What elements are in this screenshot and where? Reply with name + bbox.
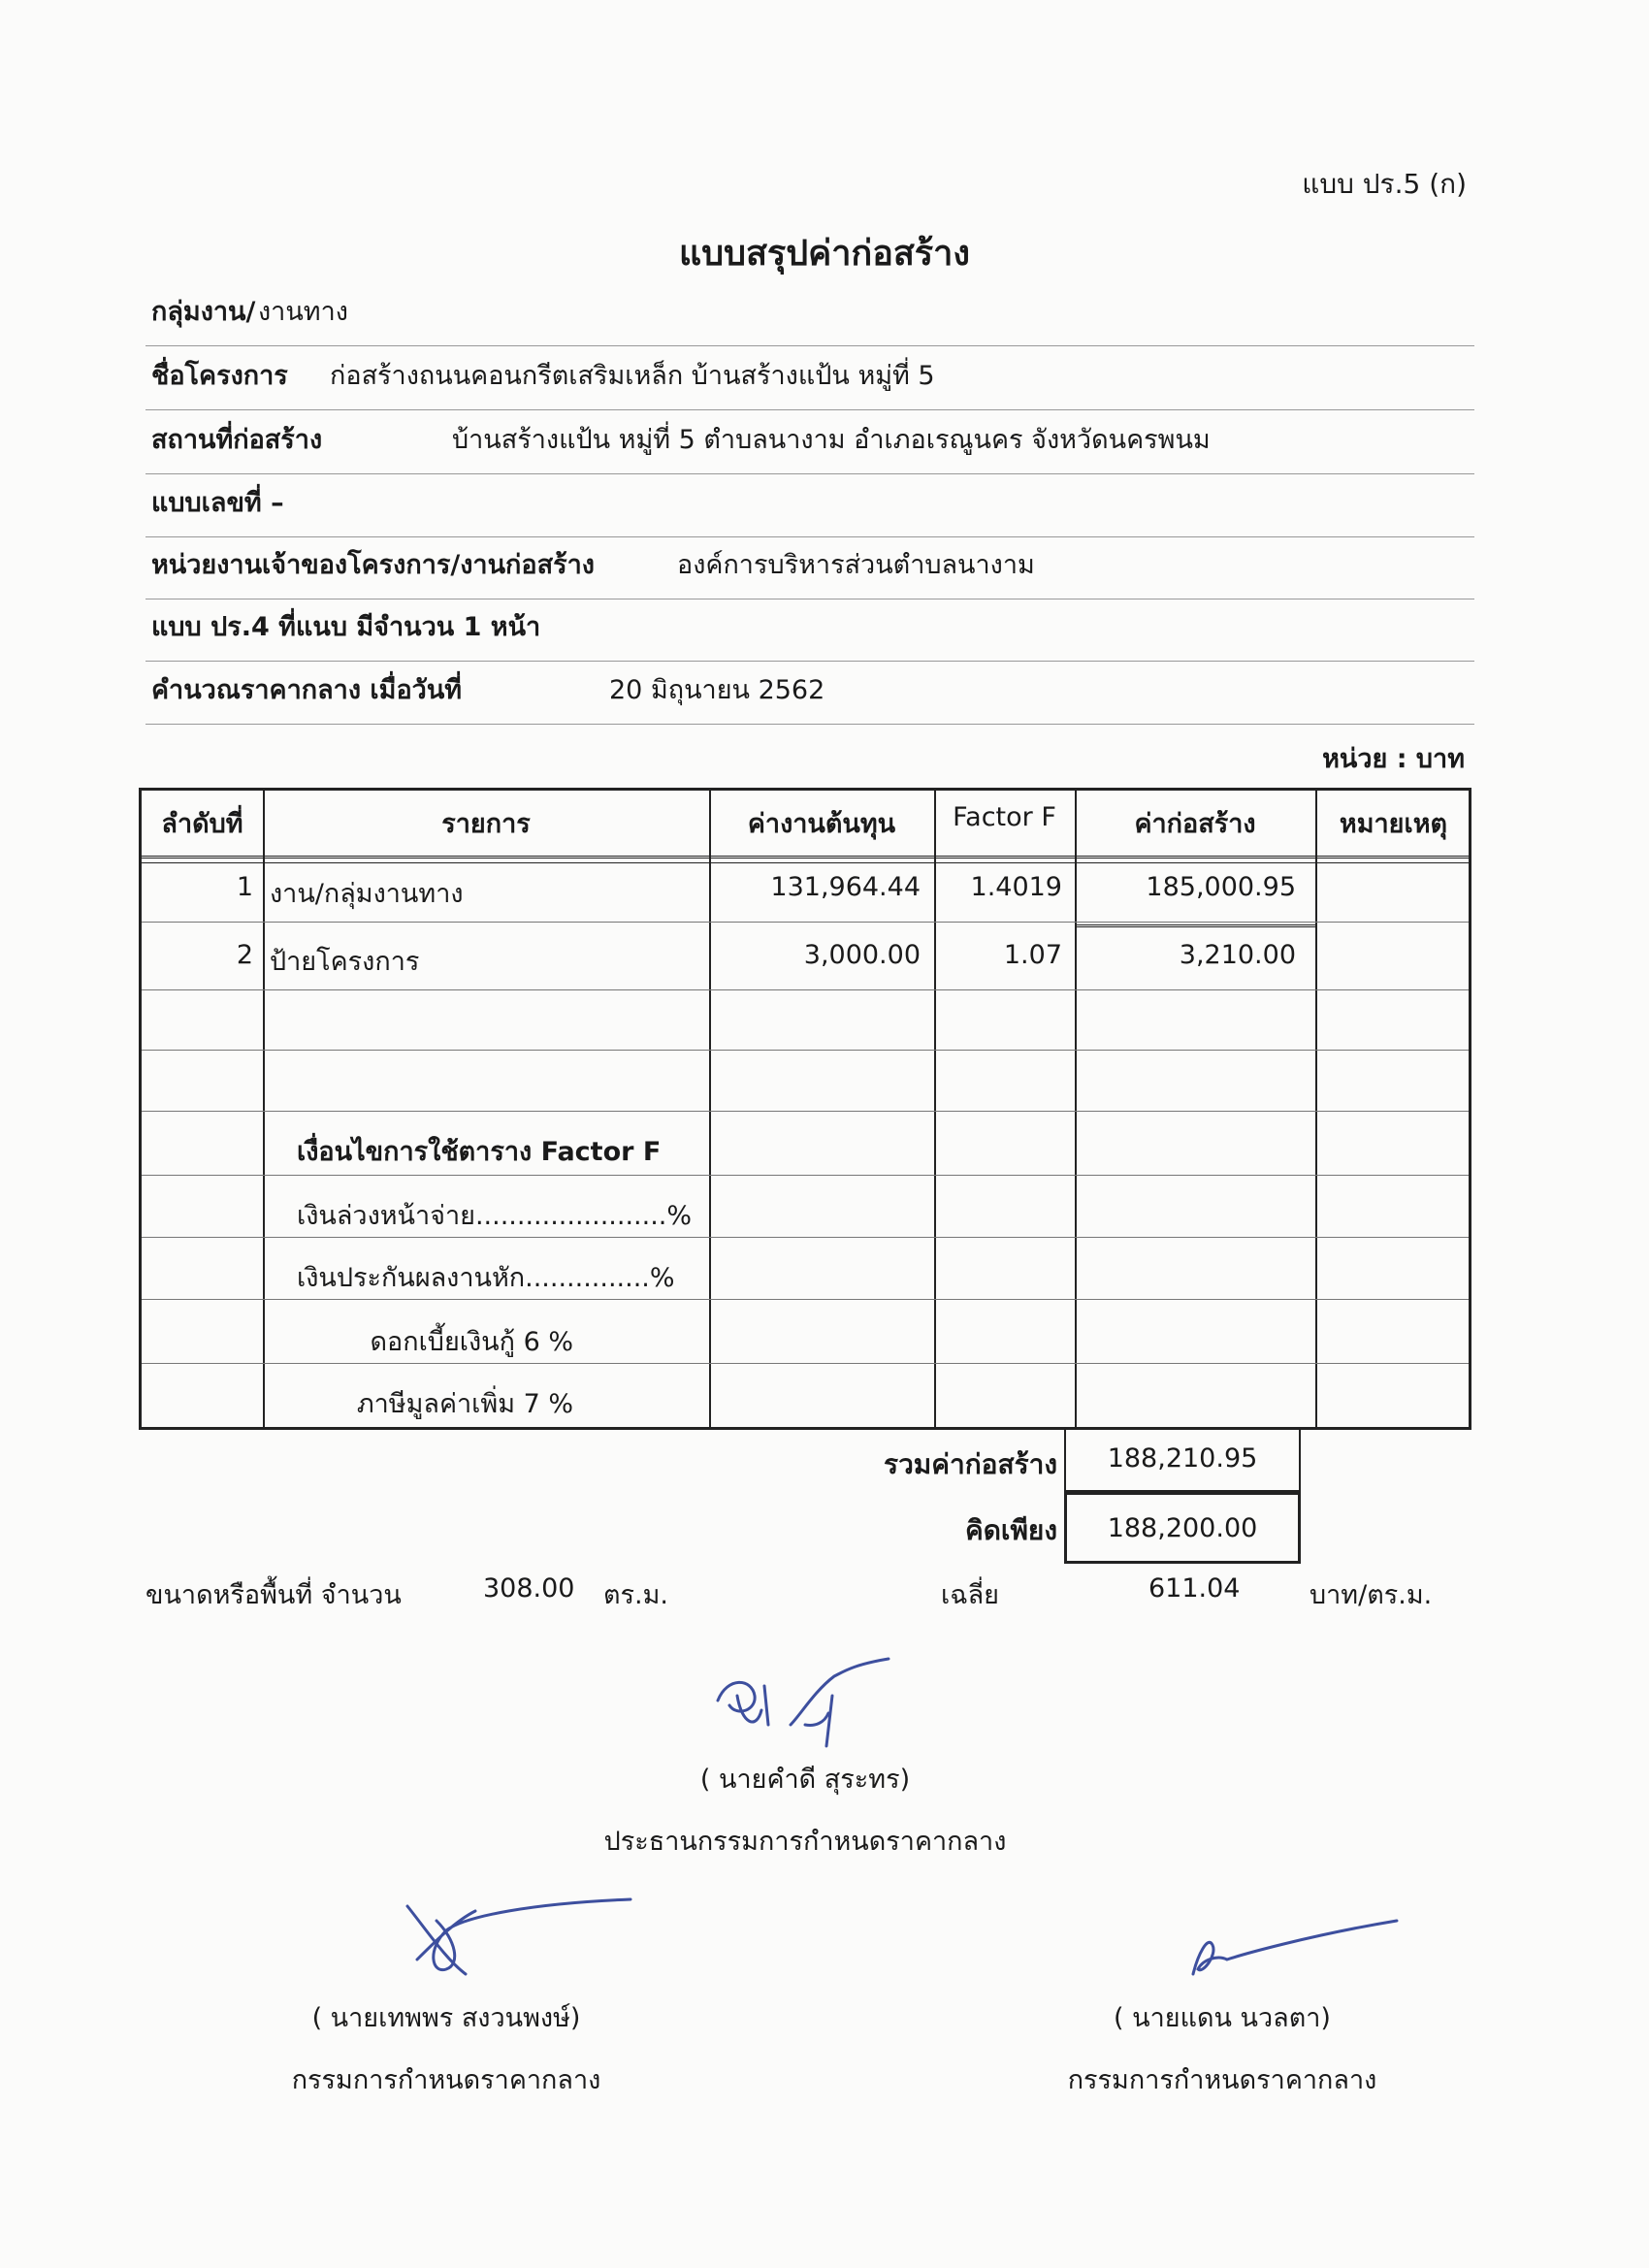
field-location [146,415,1474,474]
rounded-value: 188,200.00 [1064,1492,1301,1564]
field-work-group [146,287,1474,346]
conditions-title: เงื่อนไขการใช้ตาราง Factor F [297,1137,662,1167]
field-label: แบบ ปร.4 ที่แนบ มีจำนวน 1 หน้า [151,612,541,642]
member1-name: ( นายเทพพร สงวนพงษ์) [311,2003,581,2033]
condition-retention: เงินประกันผลงานหัก...............% [297,1263,675,1293]
row-number: 1 [236,872,253,902]
header-divider [142,856,1469,863]
row-factor: 1.07 [1003,940,1062,970]
row-divider [142,1299,1469,1300]
row-divider [142,1237,1469,1238]
header-construction: ค่าก่อสร้าง [1134,809,1256,839]
total-value: 188,210.95 [1064,1430,1301,1492]
field-plan-number [146,478,1474,537]
field-agency [146,540,1474,599]
area-unit: ตร.ม. [603,1580,668,1610]
row-cost: 131,964.44 [770,872,921,902]
header-remark: หมายเหตุ [1339,809,1448,839]
field-label: ชื่อโครงการ [151,361,288,391]
column-divider [1315,791,1317,1427]
chair-role: ประธานกรรมการกำหนดราคากลาง [603,1827,1007,1857]
row-construction: 185,000.95 [1146,872,1296,902]
row-item: ป้ายโครงการ [270,947,420,977]
unit-note: หน่วย : บาท [1322,744,1465,774]
field-project-name [146,351,1474,410]
total-label: รวมค่าก่อสร้าง [884,1448,1057,1480]
field-calc-date [146,665,1474,725]
condition-advance: เงินล่วงหน้าจ่าย.......................% [297,1201,693,1231]
row-number: 2 [236,940,253,970]
field-value: ก่อสร้างถนนคอนกรีตเสริมเหล็ก บ้านสร้างแป้น หมู่ที่ 5 [330,361,935,391]
condition-interest: ดอกเบี้ยเงินกู้ 6 % [370,1327,573,1357]
row-divider [142,922,1469,923]
chair-name: ( นายคำดี สุระทร) [699,1765,911,1795]
row-construction: 3,210.00 [1179,940,1296,970]
field-label: คำนวณราคากลาง เมื่อวันที่ [151,675,463,705]
row-factor: 1.4019 [970,872,1062,902]
member2-signature [1174,1916,1406,1993]
row-cost: 3,000.00 [803,940,921,970]
field-value: องค์การบริหารส่วนตำบลนางาม [677,550,1035,580]
field-value: งานทาง [258,297,348,327]
member2-name: ( นายแดน นวลตา) [1114,2003,1331,2033]
member1-role: กรรมการกำหนดราคากลาง [291,2065,601,2095]
row-divider [142,1175,1469,1176]
condition-vat: ภาษีมูลค่าเพิ่ม 7 % [356,1389,573,1419]
row-divider [142,1050,1469,1051]
average-label: เฉลี่ย [941,1580,999,1610]
row-item: งาน/กลุ่มงานทาง [270,879,464,909]
field-value: 20 มิถุนายน 2562 [609,675,825,705]
form-code: แบบ ปร.5 (ก) [1302,168,1467,200]
field-label: แบบเลขที่ – [151,488,284,518]
header-factor: Factor F [953,802,1056,832]
subtotal-underline [1075,924,1315,930]
field-label: กลุ่มงาน/ [151,297,256,327]
header-item: รายการ [441,809,531,839]
field-attachment [146,602,1474,662]
row-divider [142,989,1469,990]
area-value: 308.00 [483,1573,575,1604]
field-value: บ้านสร้างแป้น หมู่ที่ 5 ตำบลนางาม อำเภอเรณูนคร จังหวัดนครพนม [452,425,1211,455]
document-title: แบบสรุปค่าก่อสร้าง [679,234,970,274]
area-label: ขนาดหรือพื้นที่ จำนวน [146,1580,402,1610]
chair-signature [698,1657,912,1754]
average-value: 611.04 [1148,1573,1241,1604]
field-label: สถานที่ก่อสร้าง [151,425,323,455]
field-label: หน่วยงานเจ้าของโครงการ/งานก่อสร้าง [151,550,595,580]
header-no: ลำดับที่ [161,809,243,839]
row-divider [142,1111,1469,1112]
member2-role: กรรมการกำหนดราคากลาง [1067,2065,1377,2095]
rounded-label: คิดเพียง [964,1514,1057,1546]
cost-table [139,788,1471,1430]
average-unit: บาท/ตร.ม. [1310,1580,1433,1610]
member1-signature [388,1892,640,1989]
row-divider [142,1363,1469,1364]
header-cost: ค่างานต้นทุน [747,809,896,839]
